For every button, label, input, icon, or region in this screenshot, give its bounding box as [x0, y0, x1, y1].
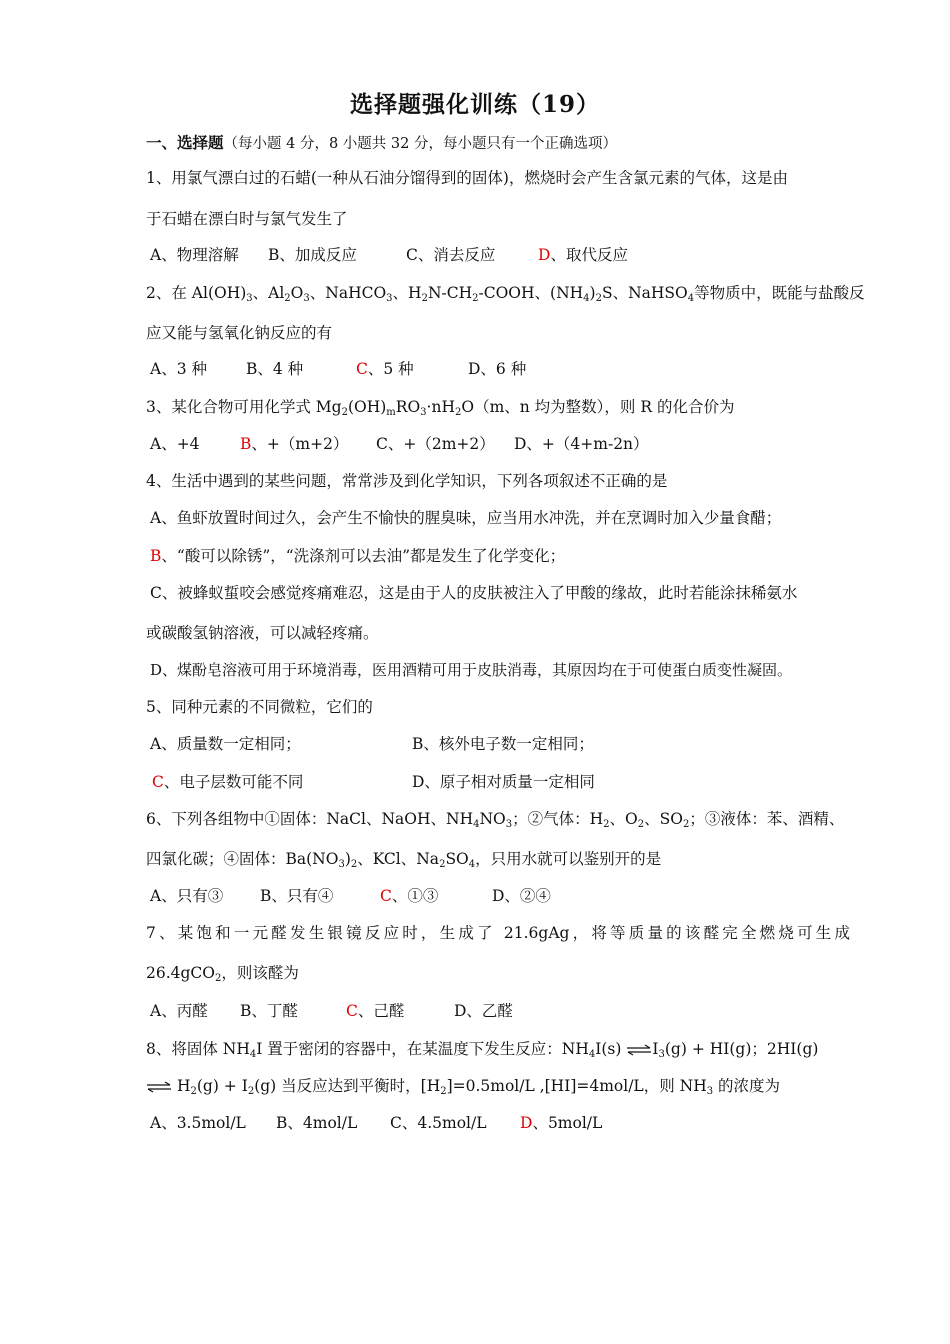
q4-option-d: D、煤酚皂溶液可用于环境消毒，医用酒精可用于皮肤消毒，其原因均在于可使蛋白质变性凝固。	[150, 661, 793, 679]
q8-option-a: A、3.5mol/L	[150, 1114, 246, 1132]
q6-stem-line2: 四氯化碳；④固体：$Ba(NO_3)_2$、KCl、$Na_2SO_4$，只用水就可以鉴别开的是	[146, 850, 662, 870]
q5-stem: 5、同种元素的不同微粒，它们的	[146, 698, 373, 716]
section-header	[146, 132, 617, 155]
q7-option-d: D、乙醛	[454, 1002, 513, 1020]
q8-stem-line2: $H_2(g) + I_2(g)$ 当反应达到平衡时，$[H_2]=0.5mol/L$ ,[HI]=4mol/L，则 $NH_3$ 的浓度为	[146, 1075, 780, 1103]
page-title: 选择题强化训练（19）	[349, 91, 600, 118]
q1-option-a: A、物理溶解	[150, 246, 239, 264]
q6-option-d: D、②④	[492, 887, 551, 905]
q4-option-b: B、“酸可以除锈”，“洗涤剂可以去油”都是发生了化学变化；	[150, 547, 566, 565]
q2-option-d: D、6 种	[468, 360, 527, 378]
section-label: 一、选择题	[146, 133, 224, 152]
q5-option-a: A、质量数一定相同；	[150, 735, 301, 753]
q8-answer-letter: D	[520, 1114, 533, 1132]
q1-stem-line2: 于石蜡在漂白时与氯气发生了	[146, 210, 348, 228]
q3-answer-letter: B	[240, 435, 252, 453]
q5-option-b: B、核外电子数一定相同；	[412, 735, 594, 753]
q8-option-c: C、4.5mol/L	[390, 1114, 487, 1132]
q2-stem-line1: 2、在 $Al(OH)_3$、$Al_2O_3$、NaHCO$_3$、$H_2N-CH_2$-COOH、$(NH_4)_2S$、NaHSO$_4$等物质中，既能与盐酸反	[146, 284, 865, 304]
q3-stem: 3、某化合物可用化学式 $Mg_2(OH)_mRO_3\cdot nH_2O(m$、n 均为整数），则 R 的化合价为	[146, 398, 735, 418]
q7-stem-line2: 26.4gCO$_2$，则该醛为	[146, 964, 299, 984]
q6-option-a: A、只有③	[150, 887, 224, 905]
section-note: （每小题 4 分，8 小题共 32 分，每小题只有一个正确选项）	[223, 136, 617, 152]
q4-option-c-line2: 或碳酸氢钠溶液，可以减轻疼痛。	[146, 624, 379, 642]
q5-option-c: C、电子层数可能不同	[152, 773, 304, 791]
q3-option-a: A、+4	[150, 435, 200, 453]
q6-answer-letter: C	[380, 887, 392, 905]
q7-stem-line1: 7、某饱和一元醛发生银镜反应时，生成了 21.6gAg，将等质量的该醛完全燃烧可生成	[146, 924, 850, 942]
q2-answer-letter: C	[356, 360, 368, 378]
q7-option-b: B、丁醛	[240, 1002, 298, 1020]
q6-option-b: B、只有④	[260, 887, 334, 905]
q3-option-b: B、+（m+2）	[240, 435, 349, 453]
q2-option-b: B、4 种	[246, 360, 304, 378]
q1-stem-line1: 1、用氯气漂白过的石蜡(一种从石油分馏得到的固体)，燃烧时会产生含氯元素的气体，这是由	[146, 169, 788, 187]
q1-option-b: B、加成反应	[268, 246, 357, 264]
q7-option-c: C、己醛	[346, 1002, 405, 1020]
q4-stem: 4、生活中遇到的某些问题，常常涉及到化学知识，下列各项叙述不正确的是	[146, 472, 668, 490]
q4-answer-letter: B	[150, 547, 162, 565]
q2-option-a: A、3 种	[150, 360, 207, 378]
equilibrium-arrow-icon	[626, 1044, 652, 1056]
q7-answer-letter: C	[346, 1002, 358, 1020]
q6-stem-line1: 6、下列各组物中①固体：NaCl、NaOH、$NH_4NO_3$；②气体：$H_2$、$O_2$、$SO_2$；③液体：苯、酒精、	[146, 810, 845, 830]
q7-option-a: A、丙醛	[150, 1002, 208, 1020]
q1-option-d: D、取代反应	[538, 246, 628, 264]
q4-option-c-line1: C、被蜂蚁蜇咬会感觉疼痛难忍，这是由于人的皮肤被注入了甲酸的缘故，此时若能涂抹稀氨水	[150, 584, 798, 602]
q8-option-b: B、4mol/L	[276, 1114, 358, 1132]
q2-stem-line2: 应又能与氢氧化钠反应的有	[146, 324, 333, 342]
q8-option-d: D、5mol/L	[520, 1114, 603, 1132]
q5-answer-letter: C	[152, 773, 164, 791]
q5-option-d: D、原子相对质量一定相同	[412, 773, 595, 791]
q4-option-a: A、鱼虾放置时间过久，会产生不愉快的腥臭味，应当用水冲洗，并在烹调时加入少量食醋；	[150, 509, 782, 527]
q6-option-c: C、①③	[380, 887, 439, 905]
q1-answer-letter: D	[538, 246, 551, 264]
q2-option-c: C、5 种	[356, 360, 414, 378]
q8-stem-line1: 8、将固体 $NH_4I$ 置于密闭的容器中，在某温度下发生反应：$NH_4I(s) I_3(g) + HI(g)$；2HI(g)	[146, 1040, 819, 1060]
equilibrium-arrow-icon	[146, 1081, 172, 1093]
q3-option-c: C、+（2m+2）	[376, 435, 495, 453]
q1-option-c: C、消去反应	[406, 246, 496, 264]
q3-option-d: D、+（4+m-2n）	[514, 435, 649, 453]
